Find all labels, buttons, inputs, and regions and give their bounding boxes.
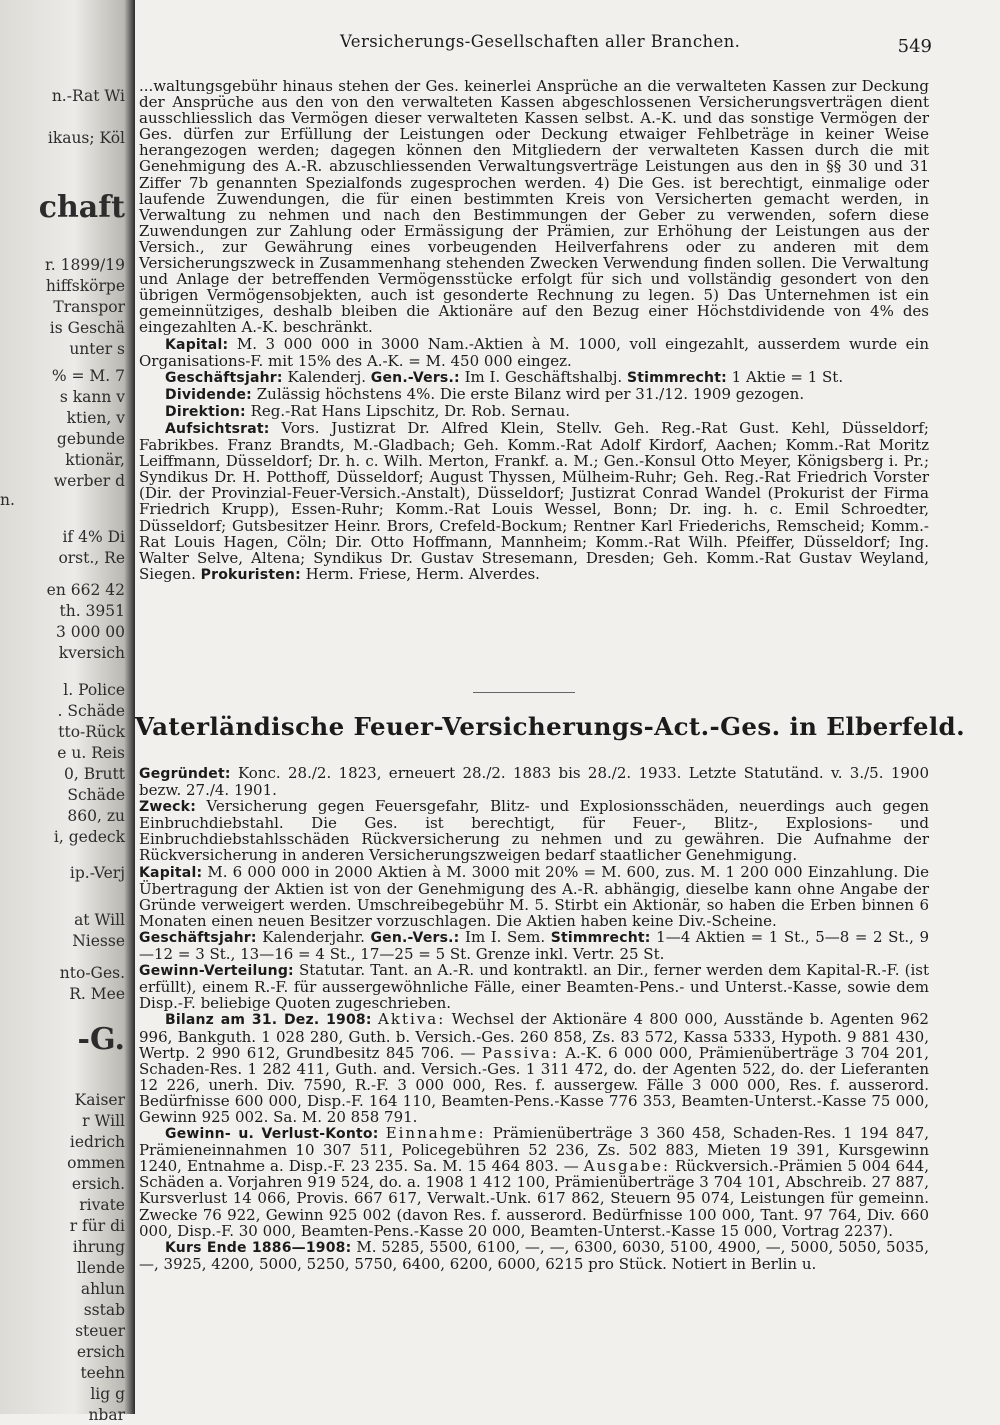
- einnahme-label: Einnahme:: [385, 1124, 486, 1143]
- continuation-paragraph: ...waltungsgebühr hinaus stehen der Ges. keinerlei Ansprüche an die verwalteten Kassen zur Deckung der Ansprüche aus den von den verwalteten Kassen abgeschlossenen Versicherungsverträgen dient ausschliesslich das Vermögen dieser verwalteten Kassen selbst. A.-K. und das sonstige Vermögen der Ges. dürfen zur Erfüllung der Leistungen oder Deckung etwaiger Fehlbeträge in keiner Weise herangezogen werden; dagegen können den Mitgliedern der verwalteten Kassen durch die mit Genehmigung des A.-R. abzuschliessenden Verwaltungsverträge Leistungen aus den in §§ 30 und 31 Ziffer 7b genannten Spezialfonds zugesprochen werden. 4) Die Ges. ist berechtigt, einmalige oder laufende Zuwendungen, die für einen bestimmten Kreis von Versicherten gemacht werden, in Verwaltung zu nehmen und nach den Bestimmungen der Geber zu verwenden, sofern diese Zuwendungen zur Zahlung oder Ermässigung der Prämien, zur Erhöhung der Leistungen aus der Versich., zur Gewährung eines vorbeugenden Heilverfahrens oder zu anderen mit dem Versicherungszweck in Zusammenhang stehenden Zwecken Verwendung finden sollen. Die Verwaltung und Anlage der betreffenden Vermögensstücke erfolgt für sich und vollständig gesondert von den übrigen Vermögensobjekten, auch ist gesonderte Rechnung zu legen. 5) Das Unternehmen ist ein gemeinnütziges, deshalb bleiben die Aktionäre auf den Bezug einer Höchstdividende von 4% des eingezahlten A.-K. beschränkt.: [139, 77, 929, 337]
- kapital-text: M. 3 000 000 in 3000 Nam.-Aktien à M. 1000, voll eingezahlt, ausserdem wurde ein Organisations-F. mit 15% des A.-K. = M. 450 000 eingez.: [139, 334, 929, 370]
- margin-fragment: s kann v: [59, 388, 125, 406]
- margin-fragment: nto-Ges.: [59, 964, 125, 982]
- continued-entry: [139, 78, 929, 583]
- ausgabe-label: Ausgabe:: [583, 1157, 671, 1176]
- kurs-paragraph: [139, 1239, 929, 1272]
- margin-fragment: ktien, v: [66, 409, 125, 427]
- margin-fragment: is Geschä: [49, 319, 125, 337]
- margin-fragment: . Schäde: [57, 702, 125, 720]
- kapital-paragraph: [139, 864, 929, 929]
- margin-fragment: sstab: [83, 1301, 125, 1319]
- dividende-label: Dividende:: [165, 386, 252, 403]
- gen-vers-label: Gen.-Vers.:: [370, 369, 460, 386]
- zweck-text: Versicherung gegen Feuersgefahr, Blitz- und Explosionsschäden, neuerdings auch gegen Einbruchdiebstahl. Die Ges. ist berechtigt, für Feuer-, Blitz-, Explosions- und Einbruchdiebstahlsschäden Rückversicherung zu nehmen und zu gewähren. Die Aufnahme der Rückversicherung in anderen Versicherungszweigen bedarf staatlicher Genehmigung.: [139, 797, 929, 865]
- margin-fragment: ersich.: [71, 1175, 125, 1193]
- stimmrecht-text: 1 Aktie = 1 St.: [731, 367, 844, 386]
- running-title: Versicherungs-Gesellschaften aller Branchen.: [340, 32, 741, 51]
- margin-fragment: orst., Re: [58, 549, 125, 567]
- gen-vers-text: Im I. Sem.: [465, 927, 546, 946]
- guv-paragraph: [139, 1125, 929, 1239]
- company-heading: Vaterländische Feuer-Versicherungs-Act.-Ges. in Elberfeld.: [135, 712, 966, 741]
- geschaeftsjahr-text: Kalenderjahr.: [262, 927, 365, 946]
- bilanz-passiva: A.-K. 6 000 000, Prämienüberträge 3 704 201, Schaden-Res. 1 282 411, Guth. and. Versich.-Ges. 1 311 472, do. der Agenten 522, do. der Lieferanten 12 226, unerh. Div. 7590, R.-F. 3 000 000, Res. f. aussergew. Fälle 3 000 000, Res. f. ausserord. Bedürfnisse 600 000, Disp.-F. 164 110, Beamten-Pens.-Kasse 776 353, Beamten-Unterst.-Kasse 75 000, Gewinn 925 002. Sa. M. 20 858 791.: [139, 1043, 929, 1126]
- gegruendet-paragraph: [139, 765, 929, 798]
- margin-fragment: at Will: [74, 911, 125, 929]
- margin-fragment: l. Police: [63, 681, 125, 699]
- kapital-label: Kapital:: [165, 336, 229, 353]
- gegruendet-label: Gegründet:: [139, 766, 231, 782]
- aufsichtsrat-paragraph: [139, 420, 929, 583]
- geschaeftsjahr-paragraph: [139, 929, 929, 962]
- bilanz-label: Bilanz am 31. Dez. 1908:: [165, 1012, 372, 1029]
- margin-fragment: r Will: [82, 1112, 125, 1130]
- margin-fragment: r für di: [69, 1217, 125, 1235]
- geschaeftsjahr-text: Kalenderj.: [287, 367, 367, 386]
- margin-fragment: teehn: [80, 1364, 125, 1382]
- margin-fragment: unter s: [69, 340, 125, 358]
- margin-fragment: if 4% Di: [62, 528, 125, 546]
- prokuristen-text: Herm. Friese, Herm. Alverdes.: [305, 564, 540, 583]
- margin-fragment: Schäde: [67, 786, 125, 804]
- aufsichtsrat-text: Vors. Justizrat Dr. Alfred Klein, Stellv. Geh. Reg.-Rat Gust. Kehl, Düsseldorf; Fabrikbes. Franz Brandts, M.-Gladbach; Geh. Komm.-Rat Adolf Kirdorf, Aachen; Komm.-Rat Moritz Leiffmann, Düsseldorf; Dr. h. c. Wilh. Merton, Frankf. a. M.; Gen.-Konsul Otto Meyer, Königsberg i. Pr.; Syndikus Dr. H. Potthoff, Düsseldorf; August Thyssen, Mülheim-Ruhr; Geh. Reg.-Rat Friedrich Vorster (Dir. der Provinzial-Feuer-Versich.-Anstalt), Düsseldorf; Justizrat Conrad Wandel (Prokurist der Firma Friedrich Krupp), Essen-Ruhr; Komm.-Rat Louis Wessel, Bonn; Dr. ing. h. c. Emil Schroedter, Düsseldorf; Gutsbesitzer Heinr. Brors, Crefeld-Bockum; Rentner Karl Friederichs, Remscheid; Komm.-Rat Louis Hagen, Cöln; Dir. Otto Hoffmann, Mannheim; Komm.-Rat Wilh. Pfeiffer, Düsseldorf; Ing. Walter Selve, Altena; Syndikus Dr. Gustav Stresemann, Dresden; Geh. Komm.-Rat Gustav Weyland, Siegen.: [139, 418, 929, 583]
- margin-fragment: n.: [0, 491, 15, 509]
- margin-fragment: ersich: [76, 1343, 125, 1361]
- stimmrecht-label: Stimmrecht:: [550, 929, 651, 946]
- margin-fragment: lig g: [90, 1385, 125, 1403]
- margin-fragment: Kaiser: [74, 1091, 125, 1109]
- margin-fragment: Niesse: [72, 932, 125, 950]
- margin-fragment: llende: [76, 1259, 125, 1277]
- margin-fragment: werber d: [53, 472, 125, 490]
- gewinn-verteilung-paragraph: [139, 962, 929, 1011]
- margin-fragment: tto-Rück: [58, 723, 125, 741]
- margin-fragment: nbar: [88, 1406, 125, 1424]
- prokuristen-label: Prokuristen:: [200, 566, 301, 583]
- document-page: [135, 0, 1000, 1414]
- margin-fragment: R. Mee: [69, 985, 125, 1003]
- margin-fragment: th. 3951: [59, 602, 125, 620]
- margin-fragment: ihrung: [72, 1238, 125, 1256]
- margin-fragment: r. 1899/19: [45, 256, 125, 274]
- geschaeftsjahr-label: Geschäftsjahr:: [165, 369, 283, 386]
- margin-fragment: -G.: [77, 1022, 125, 1057]
- margin-fragment: % = M. 7: [51, 367, 125, 385]
- margin-fragment: i, gedeck: [53, 828, 125, 846]
- section-divider: [473, 692, 575, 693]
- bilanz-aktiva: Wechsel der Aktionäre 4 800 000, Ausstände b. Agenten 962 996, Bankguth. 1 028 280, Guth. b. Versich.-Ges. 260 858, Zs. 83 572, Kassa 5333, Hypoth. 9 881 430, Wertp. 2 990 612, Grundbesitz 845 706. —: [139, 1010, 929, 1062]
- margin-fragment: ommen: [67, 1154, 125, 1172]
- margin-fragment: e u. Reis: [57, 744, 125, 762]
- margin-fragment: 860, zu: [67, 807, 125, 825]
- margin-fragment: steuer: [75, 1322, 125, 1340]
- margin-fragment: ahlun: [80, 1280, 125, 1298]
- direktion-paragraph: [139, 403, 929, 420]
- margin-fragment: chaft: [38, 190, 125, 225]
- kapital-label: Kapital:: [139, 864, 203, 881]
- kapital-text: M. 6 000 000 in 2000 Aktien à M. 3000 mit 20% = M. 600, zus. M. 1 200 000 Einzahlung. Die Übertragung der Aktien ist von der Genehmigung des A.-R. abhängig, dieselbe kann ohne Angabe der Gründe verweigert werden. Umschreibegebühr M. 5. Stirbt ein Aktionär, so haben die Erben binnen 6 Monaten einen neuen Besitzer vorzuschlagen. Die Aktien haben keine Div.-Scheine.: [139, 862, 929, 930]
- direktion-label: Direktion:: [165, 403, 246, 420]
- margin-fragment: rivate: [79, 1196, 125, 1214]
- gewinn-verteilung-label: Gewinn-Verteilung:: [139, 963, 294, 980]
- gewinn-verteilung-text: Statutar. Tant. an A.-R. und kontraktl. an Dir., ferner werden dem Kapital-R.-F. (ist erfüllt), einem R.-F. für aussergewöhnliche Fälle, einer Beamten-Pens.- und Unterst.-Kasse, sowie dem Disp.-F. beliebige Quoten zugeschrieben.: [139, 961, 929, 1013]
- margin-fragment: ip.-Verj: [69, 864, 125, 882]
- geschaeftsjahr-label: Geschäftsjahr:: [139, 929, 257, 946]
- aufsichtsrat-label: Aufsichtsrat:: [165, 420, 270, 437]
- page-number: 549: [897, 36, 932, 57]
- aktiva-label: Aktiva:: [378, 1010, 446, 1029]
- margin-fragment: kversich: [58, 644, 125, 662]
- margin-fragment: gebunde: [56, 430, 125, 448]
- company-entry: [139, 765, 929, 1272]
- margin-fragment: 0, Brutt: [64, 765, 125, 783]
- left-margin-previous-page: [0, 0, 135, 1424]
- margin-fragment: ikaus; Köl: [47, 129, 125, 147]
- bilanz-paragraph: [139, 1011, 929, 1125]
- guv-einnahme: Prämienüberträge 3 360 458, Schaden-Res. 1 194 847, Prämieneinnahmen 10 307 511, Policegebühren 52 236, Zs. 502 883, Mieten 19 391, Kursgewinn 1240, Entnahme a. Disp.-F. 23 235. Sa. M. 15 464 803. —: [139, 1124, 929, 1176]
- margin-fragment: Transpor: [53, 298, 125, 316]
- gegruendet-text: Konc. 28./2. 1823, erneuert 28./2. 1883 bis 28./2. 1933. Letzte Statutänd. v. 3./5. 1900 bezw. 27./4. 1901.: [139, 764, 929, 800]
- gen-vers-text: Im I. Geschäftshalbj.: [464, 367, 623, 386]
- stimmrecht-text: 1—4 Aktien = 1 St., 5—8 = 2 St., 9—12 = 3 St., 13—16 = 4 St., 17—25 = 5 St. Grenze inkl. Vertr. 25 St.: [139, 927, 929, 964]
- zweck-paragraph: [139, 798, 929, 863]
- margin-fragment: 3 000 00: [55, 623, 125, 641]
- passiva-label: Passiva:: [481, 1043, 559, 1062]
- kapital-paragraph: [139, 336, 929, 369]
- zweck-label: Zweck:: [139, 799, 196, 816]
- guv-label: Gewinn- u. Verlust-Konto:: [165, 1126, 379, 1143]
- geschaeftsjahr-paragraph: [139, 369, 929, 386]
- margin-fragment: hiffskörpe: [45, 277, 125, 295]
- gen-vers-label: Gen.-Vers.:: [370, 929, 460, 946]
- margin-fragment: n.-Rat Wi: [51, 87, 125, 105]
- guv-ausgabe: Rückversich.-Prämien 5 004 644, Schäden a. Vorjahren 919 524, do. a. 1908 1 412 100, Prämienüberträge 3 704 101, Abschreib. 27 887, Kursverlust 14 066, Provis. 667 617, Verwalt.-Unk. 617 862, Steuern 95 074, Leistungen für gemeinn. Zwecke 76 922, Gewinn 925 002 (davon Res. f. ausserord. Bedürfnisse 100 000, Tant. 97 764, Div. 660 000, Disp.-F. 30 000, Beamten-Pens.-Kasse 20 000, Beamten-Unterst.-Kasse 15 000, Vortrag 2237).: [139, 1157, 929, 1240]
- direktion-text: Reg.-Rat Hans Lipschitz, Dr. Rob. Sernau.: [250, 401, 571, 420]
- margin-fragment: iedrich: [69, 1133, 125, 1151]
- dividende-text: Zulässig höchstens 4%. Die erste Bilanz wird per 31./12. 1909 gezogen.: [256, 384, 805, 403]
- margin-fragment: ktionär,: [65, 451, 125, 469]
- stimmrecht-label: Stimmrecht:: [626, 369, 727, 386]
- kurs-text: M. 5285, 5500, 6100, —, —, 6300, 6030, 5100, 4900, —, 5000, 5050, 5035, —, 3925, 4200, 5000, 5250, 5750, 6400, 6200, 6000, 6215 pro Stück. Notiert in Berlin u.: [139, 1237, 929, 1273]
- kurs-label: Kurs Ende 1886—1908:: [165, 1239, 352, 1256]
- margin-fragment: en 662 42: [46, 581, 125, 599]
- dividende-paragraph: [139, 386, 929, 403]
